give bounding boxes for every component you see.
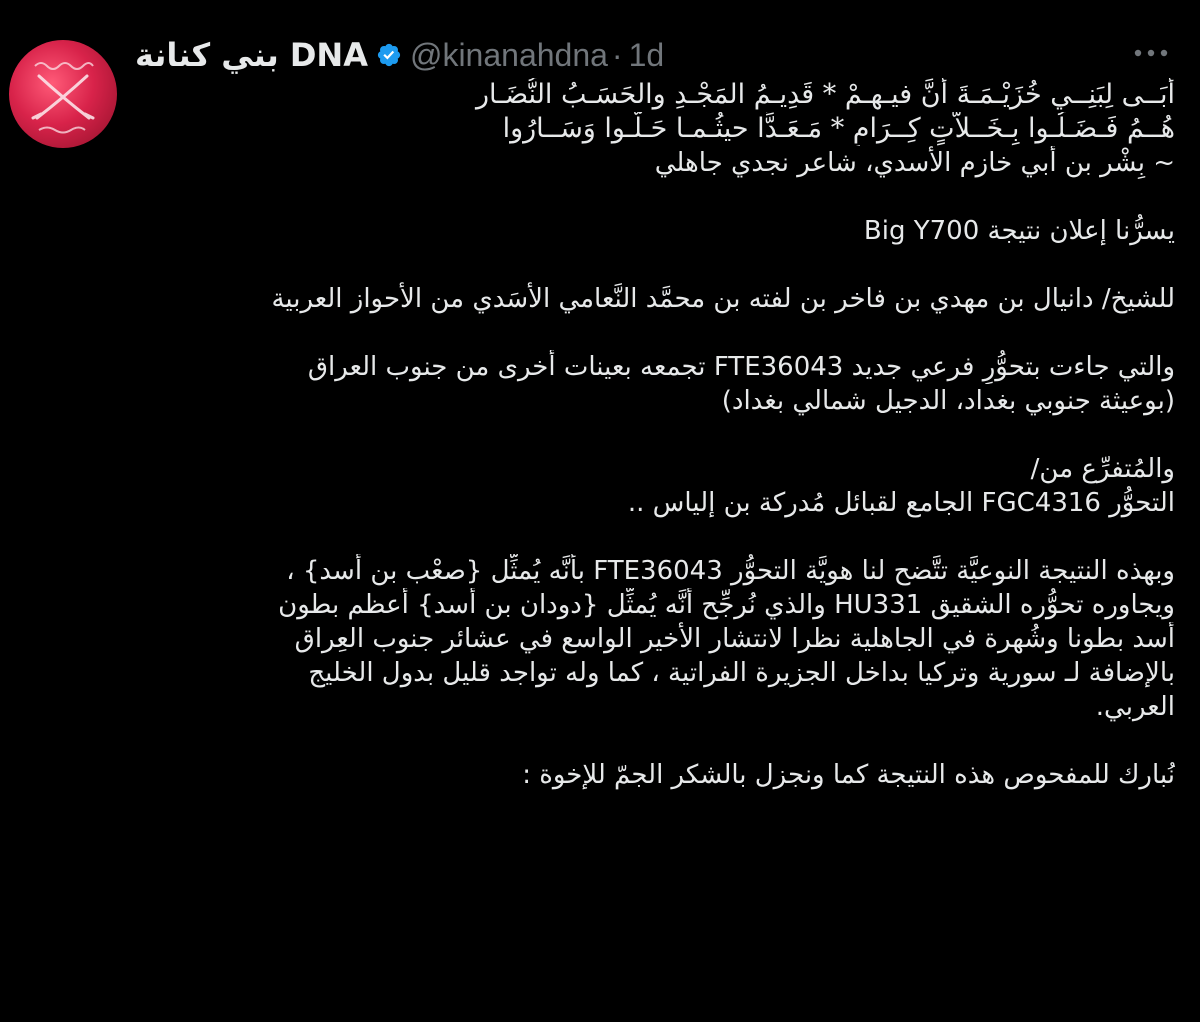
text-line: أسد بطونا وشُهرة في الجاهلية نظرا لانتشار الأخير الواسع في عشائر جنوب العِراق	[294, 624, 1175, 654]
separator-dot: ·	[611, 36, 623, 73]
text-line: ~ بِشْر بن أبي خازم الأسدي، شاعر نجدي جاهلي	[654, 148, 1175, 178]
text-line: وبهذه النتيجة النوعيَّة تتَّضح لنا هويَّة التحوُّر FTE36043 بأنَّه يُمثِّل {صعْب بن أسد} ،	[286, 556, 1175, 586]
more-options-button[interactable]	[1125, 38, 1177, 68]
text-line: نُبارك للمفحوص هذه النتيجة كما ونجزل بالشكر الجمّ للإخوة :	[522, 760, 1175, 790]
user-handle[interactable]: @kinanahdna	[409, 36, 608, 73]
text-line: ويجاوره تحوُّره الشقيق HU331 والذي نُرجِّح أنَّه يُمثِّل {دودان بن أسد} أعظم بطون	[278, 590, 1175, 620]
text-line: للشيخ/ دانيال بن مهدي بن فاخر بن لفته بن محمَّد النَّعامي الأسَدي من الأحواز العربية	[271, 284, 1175, 314]
blank-line	[135, 724, 1175, 758]
avatar[interactable]	[9, 40, 117, 148]
verified-badge-icon	[376, 42, 402, 68]
blank-line	[135, 180, 1175, 214]
blank-line	[135, 248, 1175, 282]
poem-line: أَبَــى لِبَنِــي خُزَيْـمَـةَ أَنَّ فيـهـمْ * قَدِيـمُ المَجْـدِ والحَسَـبُ النُّضَـار	[475, 79, 1175, 110]
sword-logo-icon	[9, 40, 117, 148]
display-name[interactable]: بني كنانة DNA	[135, 36, 368, 74]
text-line: (بوعيثة جنوبي بغداد، الدجيل شمالي بغداد)	[721, 386, 1175, 416]
blank-line	[135, 520, 1175, 554]
timestamp[interactable]: 1d	[628, 36, 665, 73]
tweet-header	[135, 30, 664, 80]
text-line: العربي.	[1095, 692, 1175, 722]
tweet-text	[135, 78, 1175, 792]
text-line: والمُتفرِّع من/	[1030, 454, 1175, 484]
blank-line	[135, 418, 1175, 452]
text-line: والتي جاءت بتحوُّرٍ فرعي جديد FTE36043 تجمعه بعينات أخرى من جنوب العراق	[307, 352, 1175, 382]
blank-line	[135, 316, 1175, 350]
text-line: بالإضافة لـ سورية وتركيا بداخل الجزيرة الفراتية ، كما وله تواجد قليل بدول الخليج	[308, 658, 1175, 688]
text-line: يسرُّنا إعلان نتيجة Big Y700	[863, 216, 1175, 246]
poem-line: هُــمُ فَـضَـلُـوا بِـخَــلاَّتٍ كِــرَامٍ * مَـعَـدًّا حيثُـمـا حَـلُّـوا وَسَــارُوا	[502, 113, 1175, 144]
more-options-icon	[1134, 49, 1168, 57]
text-line: التحوُّر FGC4316 الجامع لقبائل مُدركة بن إلياس ..	[627, 488, 1175, 518]
